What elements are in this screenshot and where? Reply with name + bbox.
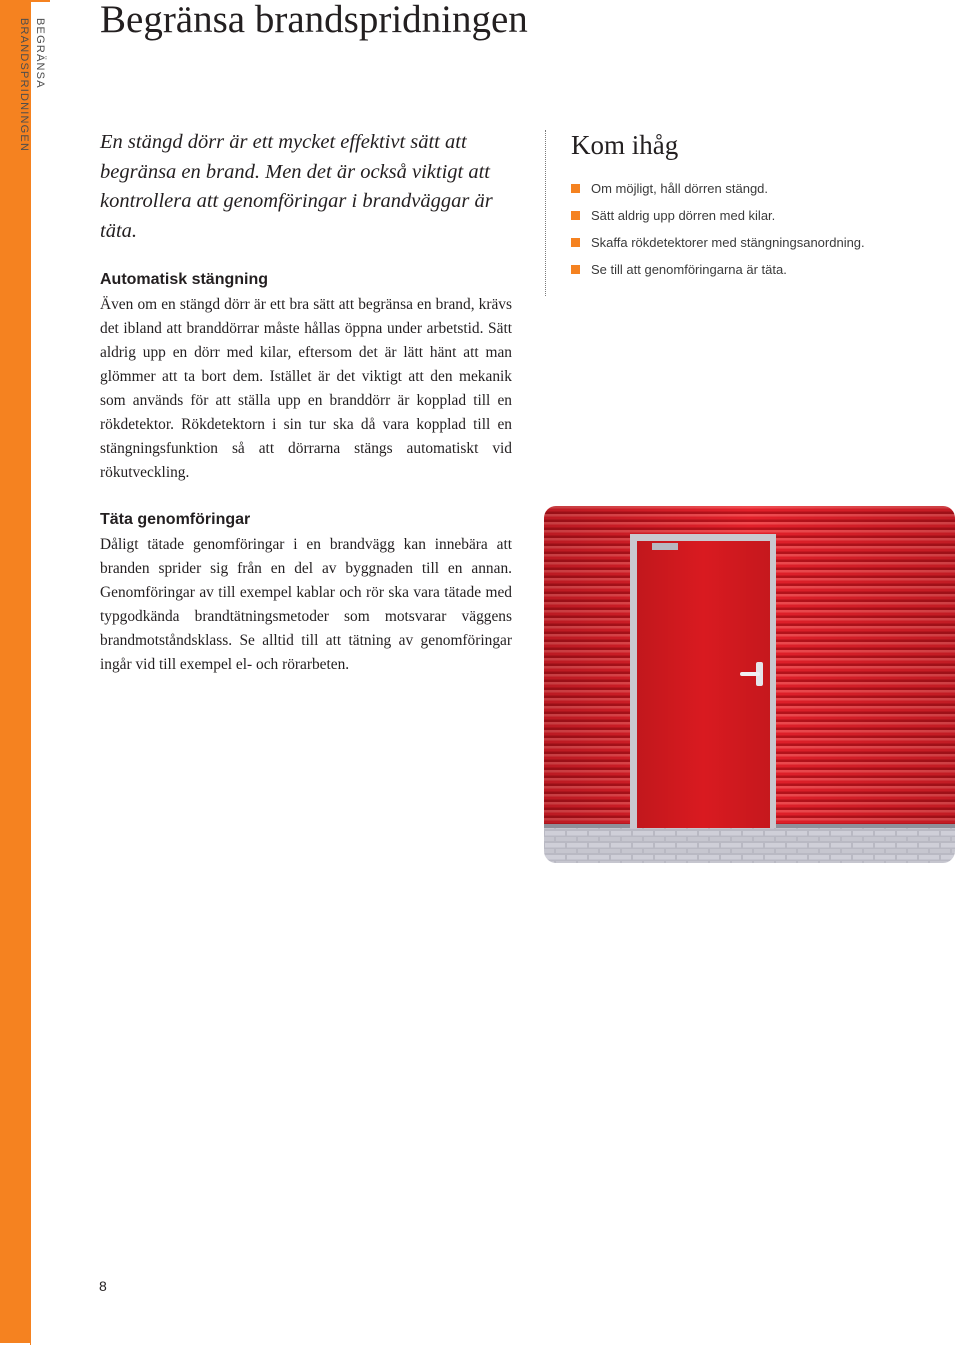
list-item-text: Sätt aldrig upp dörren med kilar. (591, 208, 776, 223)
bullet-square-icon (571, 265, 580, 274)
paved-ground (544, 824, 955, 863)
list-item-text: Om möjligt, håll dörren stängd. (591, 181, 769, 196)
list-item (571, 229, 865, 256)
section-body-sealed-penetrations: Dåligt tätade genomföringar i en brandvägg kan innebära att branden sprider sig från en del av byggnaden till en annan. Genomföringar av till exempel kablar och rör ska vara tätade med typgodkända brandtätningsmetoder som motsvarar väggens brandmotståndsklass. Se alltid till att tätning av genomföringar ingår vid till exempel el- och rörarbeten. (100, 536, 512, 673)
list-item (571, 202, 865, 229)
list-item-text: Se till att genomföringarna är täta. (591, 262, 787, 277)
section-body-automatic-closing: Även om en stängd dörr är ett bra sätt att begränsa en brand, krävs det ibland att branddörrar måste hållas öppna under arbetstid. Sätt aldrig upp en dörr med kilar, eftersom det är lätt hänt att man glömmer att ta bort dem. Istället är det viktigt att den mekanik som används för att ställa upp en branddörr är kopplad till en rökdetektor. Rökdetektorn i sin tur ska då vara kopplad till en stängningsfunktion så att dörrarna stängs automatiskt vid rökutveckling. (100, 296, 512, 481)
side-section-label: BEGRÄNSA BRANDSPRIDNINGEN (18, 18, 46, 153)
bullet-square-icon (571, 211, 580, 220)
door-closer (652, 543, 678, 550)
bullet-square-icon (571, 184, 580, 193)
section-heading-automatic-closing: Automatisk stängning (100, 271, 269, 288)
side-accent-bar (0, 0, 30, 1343)
section-heading-sealed-penetrations: Täta genomföringar (100, 511, 251, 528)
list-item (571, 256, 865, 283)
bullet-square-icon (571, 238, 580, 247)
remember-box (545, 130, 926, 296)
list-item-text: Skaffa rökdetektorer med stängningsanordning. (591, 235, 865, 250)
page-title: Begränsa brandspridningen (100, 0, 528, 41)
page-number: 8 (99, 1278, 107, 1294)
door-handle (740, 672, 760, 676)
remember-list (571, 175, 865, 283)
intro-text: En stängd dörr är ett mycket effektivt sätt att begränsa en brand. Men det är också viktigt att kontrollera att genomföringar i brandväggar är täta. (100, 131, 493, 242)
remember-title: Kom ihåg (571, 130, 679, 160)
list-item (571, 175, 865, 202)
red-door-photo (544, 506, 955, 863)
